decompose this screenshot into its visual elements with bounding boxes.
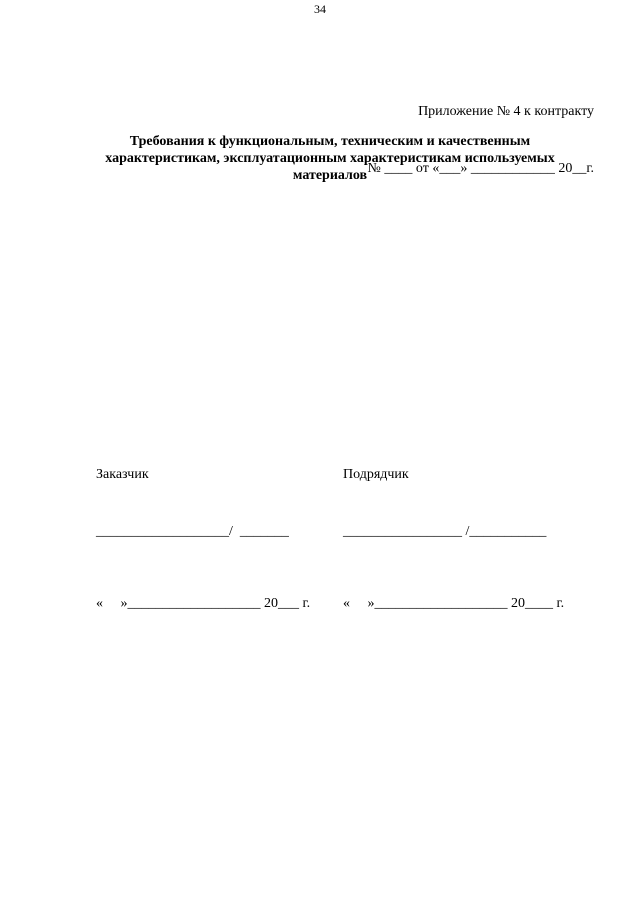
page-number: 34	[314, 2, 326, 16]
customer-signature-block	[96, 427, 310, 632]
customer-date-line: « »___________________ 20___ г.	[96, 596, 311, 611]
contractor-role-label: Подрядчик	[343, 467, 409, 482]
contractor-sign-line: _________________ /___________	[343, 524, 547, 539]
appendix-line-1: Приложение № 4 к контракту	[418, 104, 594, 119]
contractor-date-line: « »___________________ 20____ г.	[343, 596, 565, 611]
appendix-line-2: № ____ от «___» ____________ 20__г.	[367, 161, 594, 176]
customer-role-label: Заказчик	[96, 467, 149, 482]
customer-sign-line: ___________________/ _______	[96, 524, 289, 539]
document-title: Требования к функциональным, техническим и качественным характеристикам, эксплуатационным характеристикам используемых материалов	[105, 134, 555, 183]
contractor-signature-block	[343, 427, 564, 632]
